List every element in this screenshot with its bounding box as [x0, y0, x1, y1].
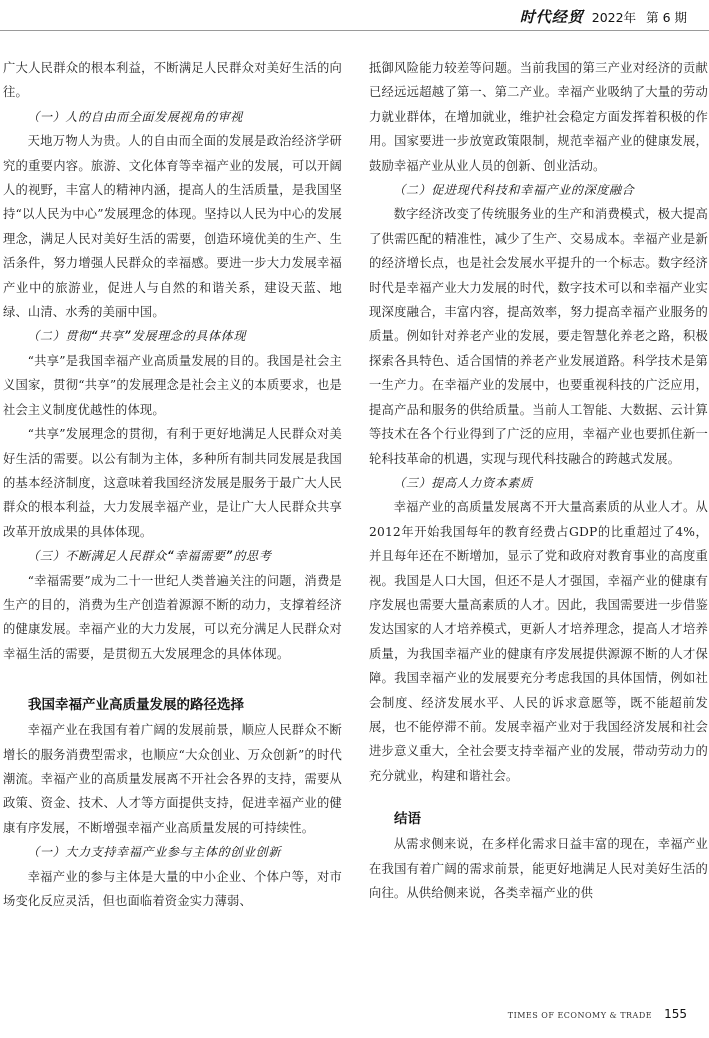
issue-number: 第 6 期 [646, 10, 687, 25]
paragraph: “共享”发展理念的贯彻，有利于更好地满足人民群众对美好生活的需要。以公有制为主体，多种所有制共同发展是我国的基本经济制度，这意味着我国经济发展是服务于最广大人民群众的根本利益，大力发展幸福产业，是让广大人民群众共享改革开放成果的具体体现。 [3, 427, 342, 539]
subsection-heading: （二）促进现代科技和幸福产业的深度融合 [393, 183, 635, 198]
paragraph: 幸福产业的参与主体是大量的中小企业、个体户等，对市场变化反应灵活，但也面临着资金实力薄弱、 [3, 869, 342, 908]
paragraph: 抵御风险能力较差等问题。当前我国的第三产业对经济的贡献已经远远超越了第一、第二产业。幸福产业吸纳了大量的劳动力就业群体，在增加就业，维护社会稳定方面发挥着积极的作用。国家要进一步放宽政策限制，规范幸福产业的健康发展，鼓励幸福产业从业人员的创新、创业活动。 [369, 61, 708, 173]
page-number: 155 [664, 1007, 687, 1021]
paragraph: “共享”是我国幸福产业高质量发展的目的。我国是社会主义国家，贯彻“共享”的发展理念是社会主义的本质要求，也是社会主义制度优越性的体现。 [3, 353, 342, 417]
subsection-heading: （二）贯彻“共享”发展理念的具体体现 [27, 329, 247, 344]
paragraph: 天地万物人为贵。人的自由而全面的发展是政治经济学研究的重要内容。旅游、文化体育等幸福产业的发展，可以开阔人的视野，丰富人的精神内涵，提高人的生活质量，是我国坚持“以人民为中心”发展理念的体现。坚持以人民为中心的发展理念，满足人民对美好生活的需要，创造环境优美的生产、生活条件，努力增强人民群众的幸福感。要进一步大力发展幸福产业中的旅游业，促进人与自然的和谐关系，建设天蓝、地绿、山清、水秀的美丽中国。 [3, 134, 342, 320]
page-header [0, 0, 709, 31]
paragraph: “幸福需要”成为二十一世纪人类普遍关注的问题，消费是生产的目的，消费为生产创造着源源不断的动力，支撑着经济的健康发展。幸福产业的大力发展，可以充分满足人民群众对幸福生活的需要，是贯彻五大发展理念的具体体现。 [3, 573, 342, 661]
left-column [3, 56, 342, 913]
paragraph: 广大人民群众的根本利益，不断满足人民群众对美好生活的向往。 [3, 61, 342, 100]
subsection-heading: （一）大力支持幸福产业参与主体的创业创新 [27, 845, 282, 860]
right-column [369, 56, 708, 905]
paragraph: 幸福产业的高质量发展离不开大量高素质的从业人才。从2012年开始我国每年的教育经费占GDP的比重超过了4%，并且每年还在不断增加，显示了党和政府对教育事业的高度重视。我国是人口大国，但还不是人才强国，幸福产业的健康有序发展也需要大量高素质的人才。因此，我国需要进一步借鉴发达国家的人才培养模式，更新人才培养理念，提高人才培养质量，为我国幸福产业的健康有序发展提供源源不断的人才保障。我国幸福产业的发展要充分考虑我国的具体国情，例如社会制度、经济发展水平、人民的诉求意愿等，既不能超前发展，也不能停滞不前。发展幸福产业对于我国经济发展和社会进步意义重大，全社会要支持幸福产业的发展，带动劳动力的充分就业，构建和谐社会。 [369, 500, 708, 783]
section-heading: 结语 [394, 811, 421, 828]
subsection-heading: （三）提高人力资本素质 [393, 475, 533, 490]
journal-title: 时代经贸 [519, 8, 584, 26]
paragraph: 数字经济改变了传统服务业的生产和消费模式，极大提高了供需匹配的精准性，减少了生产、交易成本。幸福产业是新的经济增长点，也是社会发展水平提升的一个标志。数字经济时代是幸福产业大力发展的时代，数字技术可以和幸福产业实现深度融合，丰富内容，提高效率，努力提高幸福产业服务的质量。例如针对养老产业的发展，要走智慧化养老之路，积极探索各具特色、适合国情的养老产业发展道路。科学技术是第一生产力。在幸福产业的发展中，也要重视科技的广泛应用，提高产品和服务的供给质量。当前人工智能、大数据、云计算等技术在各个行业得到了广泛的应用，幸福产业也要抓住新一轮科技革命的机遇，实现与现代科技融合的跨越式发展。 [369, 207, 708, 466]
subsection-heading: （一）人的自由而全面发展视角的审视 [27, 109, 243, 124]
page-footer [508, 1003, 687, 1022]
header-info [520, 6, 687, 27]
subsection-heading: （三）不断满足人民群众“幸福需要”的思考 [27, 549, 272, 564]
issue-year: 2022年 [591, 10, 637, 25]
magazine-name: TIMES OF ECONOMY & TRADE [507, 1011, 653, 1020]
paragraph: 幸福产业在我国有着广阔的发展前景，顺应人民群众不断增长的服务消费型需求，也顺应“大众创业、万众创新”的时代潮流。幸福产业的高质量发展离不开社会各界的支持，需要从政策、资金、技术、人才等方面提供支持，促进幸福产业的健康有序发展，不断增强幸福产业高质量发展的可持续性。 [3, 723, 342, 835]
spacer [369, 788, 708, 806]
section-heading: 我国幸福产业高质量发展的路径选择 [28, 697, 244, 714]
paragraph: 从需求侧来说，在多样化需求日益丰富的现在，幸福产业在我国有着广阔的需求前景，能更好地满足人民对美好生活的向往。从供给侧来说，各类幸福产业的供 [369, 837, 708, 900]
spacer [3, 666, 342, 692]
